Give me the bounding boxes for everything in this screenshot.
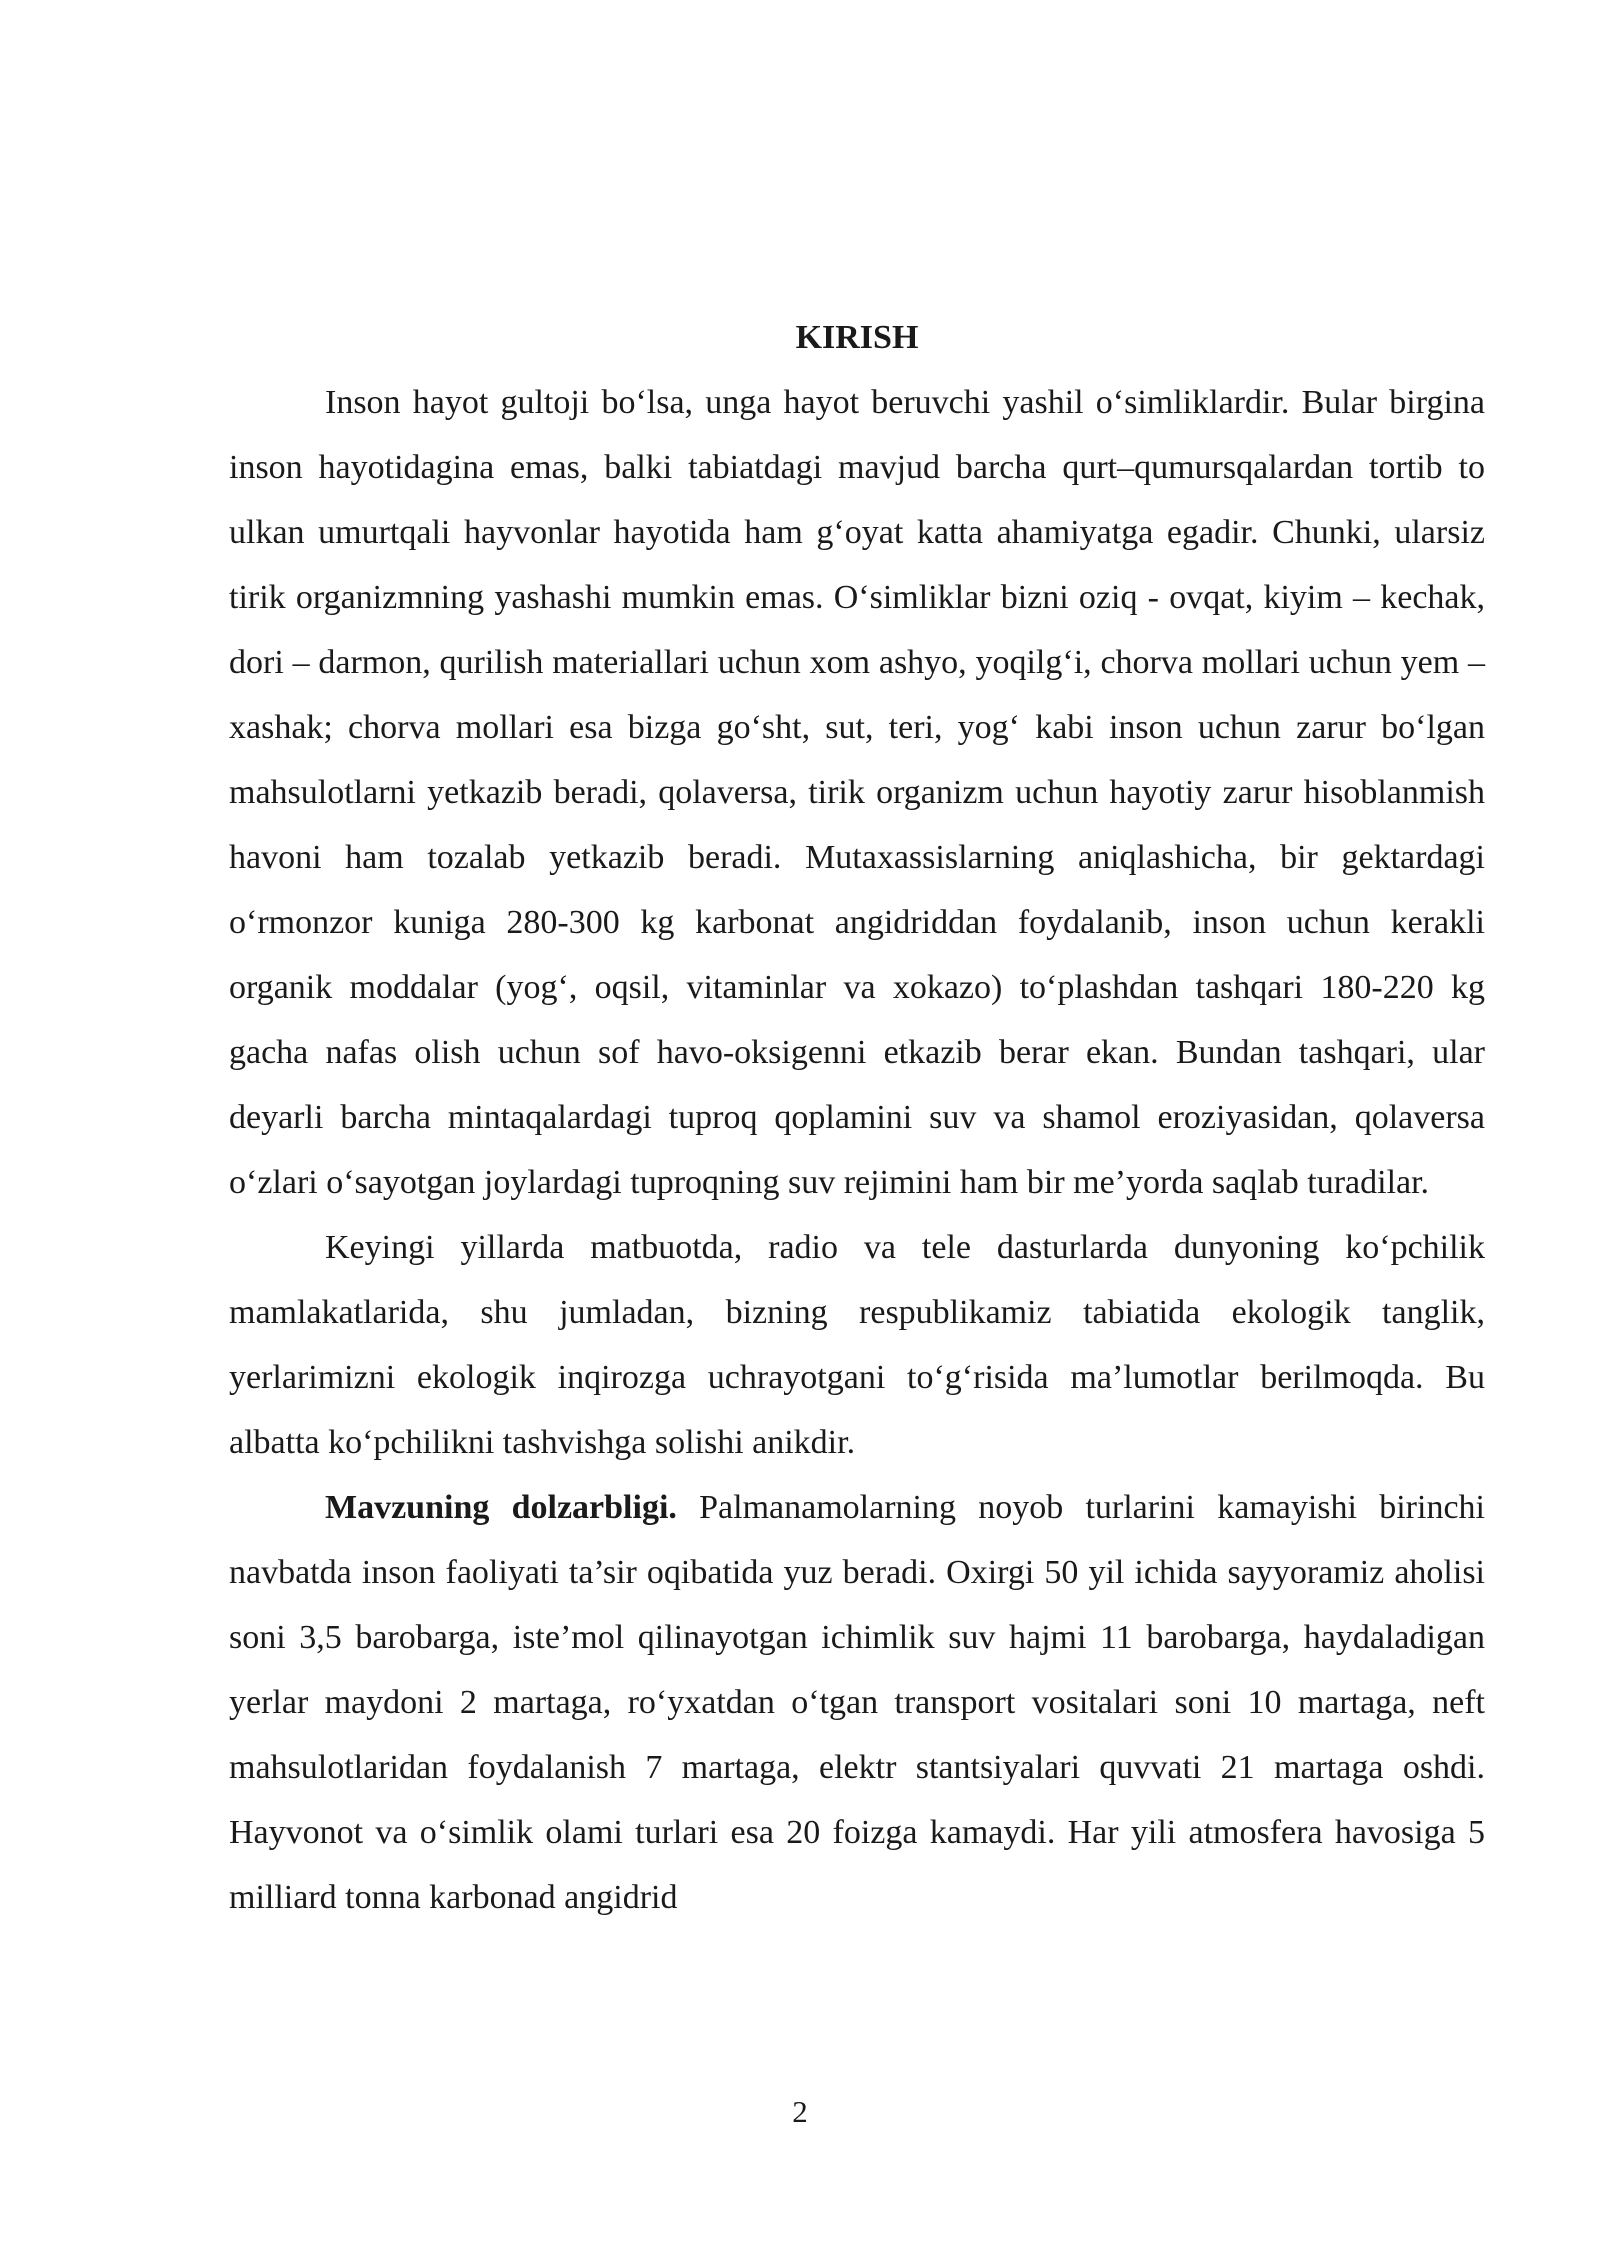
page-number: 2: [792, 2094, 808, 2129]
document-body: [229, 305, 1485, 1930]
paragraph-intro: [229, 370, 1485, 1215]
paragraph-text: Palmanamolarning noyob turlarini kamayishi birinchi navbatda inson faoliyati ta’sir oqibatida yuz beradi. Oxirgi 50 yil ichida sayyoramiz aholisi soni 3,5 barobarga, iste’mol qilinayotgan ichimlik suv hajmi 11 barobarga, haydaladigan yerlar maydoni 2 martaga, roʻyxatdan oʻtgan transport vositalari soni 10 martaga, neft mahsulotlaridan foydalanish 7 martaga, elektr stantsiyalari quvvati 21 martaga oshdi. Hayvonot va oʻsimlik olami turlari esa 20 foizga kamaydi. Har yili atmosfera havosiga 5 milliard tonna karbonad angidrid: [229, 1489, 1485, 1916]
paragraph-relevance: [229, 1475, 1485, 1930]
paragraph-media: [229, 1215, 1485, 1475]
paragraph-text: Inson hayot gultoji boʻlsa, unga hayot beruvchi yashil oʻsimliklardir. Bular birgina inson hayotidagina emas, balki tabiatdagi mavjud barcha qurt–qumursqalardan tortib to ulkan umurtqali hayvonlar hayotida ham gʻoyat katta ahamiyatga egadir. Chunki, ularsiz tirik organizmning yashashi mumkin emas. Oʻsimliklar bizni oziq - ovqat, kiyim – kechak, dori – darmon, qurilish materiallari uchun xom ashyo, yoqilgʻi, chorva mollari uchun yem – xashak; chorva mollari esa bizga goʻsht, sut, teri, yogʻ kabi inson uchun zarur boʻlgan mahsulotlarni yetkazib beradi, qolaversa, tirik organizm uchun hayotiy zarur hisoblanmish havoni ham tozalab yetkazib beradi. Mutaxassislarning aniqlashicha, bir gektardagi oʻrmonzor kuniga 280-300 kg karbonat angidriddan foydalanib, inson uchun kerakli organik moddalar (yogʻ, oqsil, vitaminlar va xokazo) toʻplashdan tashqari 180-220 kg gacha nafas olish uchun sof havo-oksigenni etkazib berar ekan. Bundan tashqari, ular deyarli barcha mintaqalardagi tuproq qoplamini suv va shamol eroziyasidan, qolaversa oʻzlari oʻsayotgan joylardagi tuproqning suv rejimini ham bir me’yorda saqlab turadilar.: [229, 384, 1485, 1201]
paragraph-lead-bold: Mavzuning dolzarbligi.: [325, 1489, 677, 1526]
section-heading: KIRISH: [795, 319, 919, 356]
paragraph-text: Keyingi yillarda matbuotda, radio va tele dasturlarda dunyoning koʻpchilik mamlakatlarida, shu jumladan, bizning respublikamiz tabiatida ekologik tanglik, yerlarimizni ekologik inqirozga uchrayotgani toʻgʻrisida ma’lumotlar berilmoqda. Bu albatta koʻpchilikni tashvishga solishi anikdir.: [229, 1229, 1485, 1461]
